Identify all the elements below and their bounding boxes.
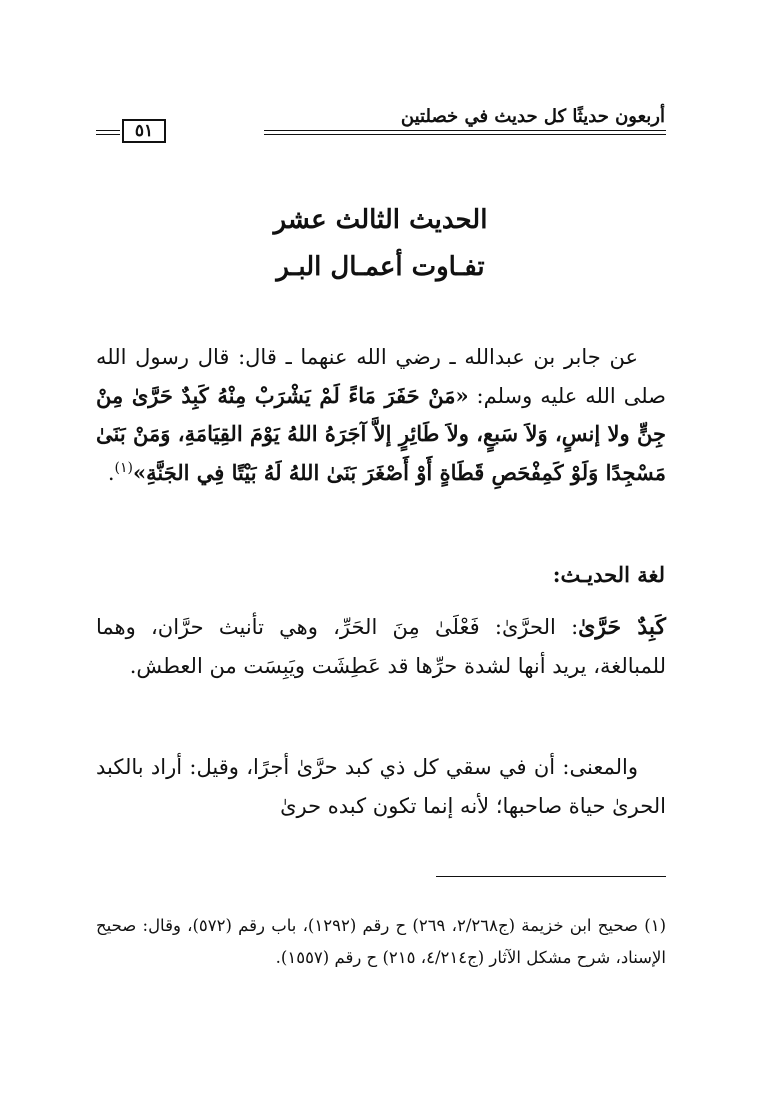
hadith-end: . [107, 460, 115, 485]
footnote: (١) صحيح ابن خزيمة (ج٢/٢٦٨، ٢٦٩) ح رقم (١٢٩٢)، باب رقم (٥٧٢)، وقال: صحيح الإسناد، شرح مشكل الآثار (ج٤/٢١٤، ٢١٥) ح رقم (١٥٥٧). [96, 916, 666, 967]
hadith-paragraph [96, 338, 666, 492]
hadith-intro: عن جابر بن عبدالله ـ رضي الله عنهما ـ قال: قال رسول الله صلى الله عليه وسلم: [96, 345, 666, 408]
lexical-explanation: : الحرَّىٰ: فَعْلَىٰ مِنَ الحَرِّ، وهي تأنيث حرَّان، وهما للمبالغة، يريد أنها لشدة حرِّها قد عَطِشَت ويَبِسَت من العطش. [96, 615, 666, 678]
section-heading: لغة الحديـث: [552, 562, 665, 587]
chapter-title: الحديث الثالث عشر [273, 205, 488, 235]
lexical-paragraph [96, 608, 666, 685]
meaning-paragraph: والمعنى: أن في سقي كل ذي كبد حرَّىٰ أجرًا، وقيل: أراد بالكبد الحرىٰ حياة صاحبها؛ لأنه إنما تكون كبده حرىٰ [96, 755, 666, 818]
header-rule [96, 128, 666, 138]
header-rule-left [96, 130, 120, 135]
page-number: ٥١ [122, 119, 166, 143]
running-title: أربعون حديثًا كل حديث في خصلتين [400, 106, 665, 127]
chapter-subtitle: تفـاوت أعمـال البـر [276, 252, 485, 282]
footnote-reference: (١) [114, 459, 133, 476]
lexical-term: كَبِدٌ حَرَّىٰ [578, 614, 666, 640]
header-rule-right [264, 130, 666, 135]
footnote-separator [436, 876, 666, 877]
hadith-quote: «مَنْ حَفَرَ مَاءً لَمْ يَشْرَبْ مِنْهُ كَبِدٌ حَرَّىٰ مِنْ جِنٍّ ولا إنسٍ، وَلاَ سَبعٍ، ولاَ طَائِرٍ إلاَّ آجَرَهُ اللهُ يَوْمَ القِيَامَةِ، وَمَنْ بَنَىٰ مَسْجِدًا وَلَوْ كَمِفْحَصِ قَطَاةٍ أَوْ أَصْغَرَ بَنَىٰ اللهُ لَهُ بَيْتًا فِي الجَنَّةِ» [96, 382, 666, 485]
